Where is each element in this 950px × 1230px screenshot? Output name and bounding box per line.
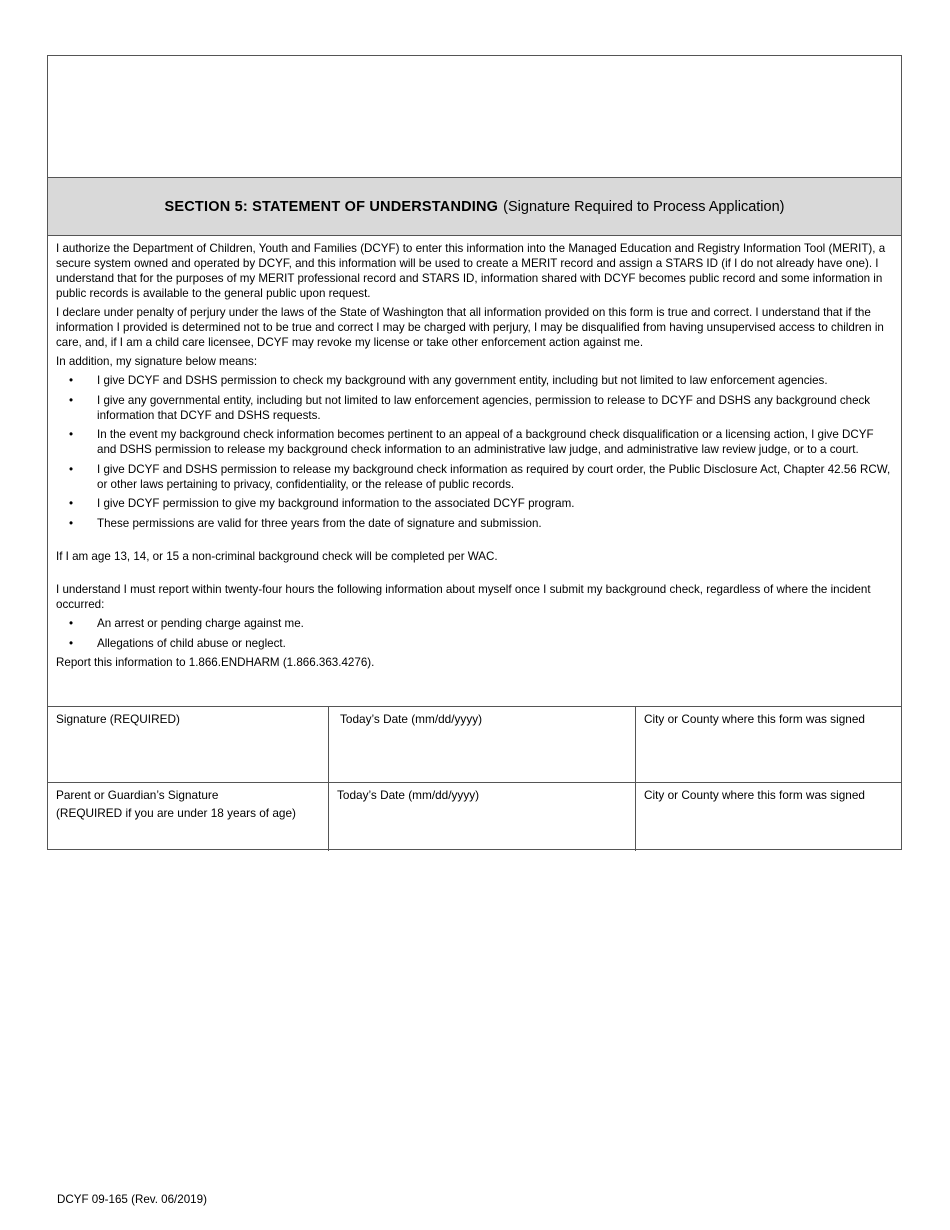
permission-text: I give DCYF and DSHS permission to release my background check information as required by court order, the Public Disclosure Act, Chapter 42.56 RCW, or other laws pertaining to privacy, confidentiality, or the release of public records.: [97, 462, 891, 491]
signature-label: Signature (REQUIRED): [56, 712, 180, 726]
bullet-icon: •: [69, 393, 74, 407]
permission-text: I give DCYF permission to give my background information to the associated DCYF program.: [97, 497, 575, 510]
list-item: [56, 636, 894, 651]
permission-text: In the event my background check information becomes pertinent to an appeal of a background check disqualification or a licensing action, I give DCYF and DSHS permission to release my background check information to an administrative law judge, and administrative law review judge, or to a court.: [97, 428, 874, 456]
addition-paragraph: In addition, my signature below means:: [56, 355, 258, 368]
permissions-list: [56, 373, 894, 531]
list-item: [56, 516, 894, 531]
report-item-text: An arrest or pending charge against me.: [97, 617, 304, 630]
bullet-icon: •: [69, 497, 74, 510]
section-header: [48, 178, 901, 236]
report-intro: I understand I must report within twenty-four hours the following information about myself once I submit my background check, regardless of where the incident occurred:: [56, 583, 871, 611]
guardian-signature-label: Parent or Guardian’s Signature: [56, 788, 219, 802]
guardian-signature-note: (REQUIRED if you are under 18 years of age): [56, 806, 296, 820]
authorize-paragraph: I authorize the Department of Children, Youth and Families (DCYF) to enter this information into the Managed Education and Registry Information Tool (MERIT), a secure system owned and operated by DCYF, and this information will be used to create a MERIT record and assign a STARS ID (if I do not already have one). I understand that for the purposes of my MERIT professional record and STARS ID, information shared with DCYF becomes public record and some information in public records is available to the general public upon request.: [56, 242, 886, 300]
location-field[interactable]: [636, 707, 901, 782]
section-title: SECTION 5: STATEMENT OF UNDERSTANDING: [164, 198, 499, 215]
permission-text: I give any governmental entity, including but not limited to law enforcement agencies, permission to release to DCYF and DSHS any background check information that DCYF and DSHS requests.: [97, 393, 871, 422]
location-label: City or County where this form was signed: [644, 788, 865, 802]
bullet-icon: •: [69, 374, 74, 387]
signature-field[interactable]: [48, 707, 329, 782]
guardian-date-field[interactable]: [329, 783, 636, 851]
bullet-icon: •: [69, 636, 74, 650]
list-item: [56, 393, 894, 423]
signature-row-applicant: [48, 707, 901, 783]
permission-text: I give DCYF and DSHS permission to check my background with any government entity, including but not limited to law enforcement agencies.: [97, 374, 828, 387]
list-item: [56, 462, 894, 492]
guardian-location-field[interactable]: [636, 783, 901, 851]
section-subtitle: (Signature Required to Process Application): [503, 198, 785, 215]
signature-table: [48, 706, 901, 851]
report-list: [56, 616, 894, 651]
report-line: Report this information to 1.866.ENDHARM (1.866.363.4276).: [56, 656, 375, 669]
date-field[interactable]: [329, 707, 636, 782]
date-label: Today’s Date (mm/dd/yyyy): [340, 712, 483, 726]
date-label: Today’s Date (mm/dd/yyyy): [337, 788, 480, 802]
guardian-signature-field[interactable]: [48, 783, 329, 851]
report-item-text: Allegations of child abuse or neglect.: [97, 636, 286, 650]
bullet-icon: •: [69, 462, 74, 476]
top-blank-area: [48, 56, 901, 178]
bullet-icon: •: [69, 428, 74, 441]
bullet-icon: •: [69, 617, 74, 630]
statement-body: [56, 241, 894, 674]
signature-row-guardian: [48, 783, 901, 851]
list-item: [56, 427, 894, 457]
form-frame: [47, 55, 902, 850]
form-id-footer: DCYF 09-165 (Rev. 06/2019): [57, 1193, 207, 1206]
list-item: [56, 373, 894, 388]
location-label: City or County where this form was signed: [644, 712, 865, 726]
declare-paragraph: I declare under penalty of perjury under the laws of the State of Washington that all information provided on this form is true and correct. I understand that if the information I provided is determined not to be true and correct I may be charged with perjury, I may be disqualified from having unsupervised access to children in care, and, if I am a child care licensee, DCYF may revoke my license or take other enforcement action against me.: [56, 306, 884, 349]
bullet-icon: •: [69, 516, 74, 530]
age-note: If I am age 13, 14, or 15 a non-criminal background check will be completed per WAC.: [56, 550, 498, 563]
permission-text: These permissions are valid for three years from the date of signature and submission.: [97, 516, 542, 530]
list-item: [56, 616, 894, 631]
list-item: [56, 496, 894, 511]
